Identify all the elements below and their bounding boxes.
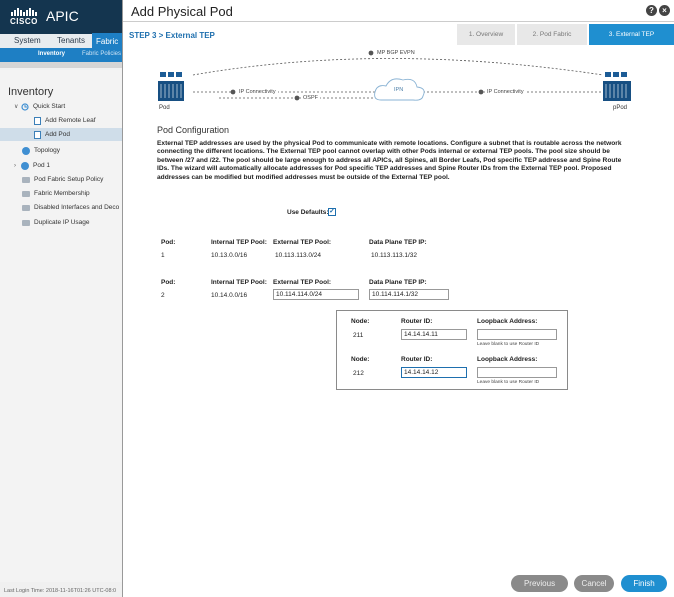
quickstart-icon bbox=[21, 103, 29, 111]
mp-bgp-evpn-label: MP BGP EVPN bbox=[377, 50, 415, 56]
sidebar-item-add-pod[interactable]: Add Pod bbox=[0, 128, 122, 141]
pod-header: Pod: bbox=[161, 279, 176, 286]
node-212-router-id-input[interactable] bbox=[401, 367, 467, 378]
node-211-router-id-input[interactable] bbox=[401, 329, 467, 340]
dataplane-tep-header: Data Plane TEP IP: bbox=[369, 279, 427, 286]
pod-1-id: 1 bbox=[161, 252, 165, 259]
use-defaults-label: Use Defaults: bbox=[287, 209, 329, 216]
sidebar-item-pod-fabric-setup-policy[interactable]: Pod Fabric Setup Policy bbox=[0, 173, 122, 186]
tab-fabric[interactable]: Fabric bbox=[92, 33, 122, 49]
pod-2-id: 2 bbox=[161, 292, 165, 299]
folder-icon bbox=[22, 177, 30, 183]
use-defaults-checkbox[interactable]: ✓ bbox=[329, 208, 335, 215]
sidebar-item-duplicate-ip-usage[interactable]: Duplicate IP Usage bbox=[0, 216, 122, 229]
sidebar-item-add-remote-leaf[interactable]: Add Remote Leaf bbox=[0, 114, 122, 127]
external-tep-header: External TEP Pool: bbox=[273, 239, 332, 246]
section-title: Pod Configuration bbox=[157, 125, 230, 135]
subnav-inventory[interactable]: Inventory bbox=[38, 51, 66, 57]
loopback-hint: Leave blank to use Router ID bbox=[477, 380, 540, 385]
wizard-step-external-tep[interactable]: 3. External TEP bbox=[589, 24, 674, 45]
pod-node-label: Pod bbox=[159, 105, 170, 111]
ipn-label: IPN bbox=[394, 87, 404, 93]
folder-icon bbox=[22, 205, 30, 211]
finish-button[interactable]: Finish bbox=[621, 575, 667, 592]
close-icon[interactable]: × bbox=[659, 5, 670, 16]
sidebar-item-disabled-interfaces[interactable]: Disabled Interfaces and Deco bbox=[0, 201, 122, 214]
cancel-button[interactable]: Cancel bbox=[574, 575, 614, 592]
ip-connectivity-right-label: IP Connectivity bbox=[487, 89, 524, 95]
pod-2-internal-pool: 10.14.0.0/16 bbox=[211, 292, 248, 299]
cisco-logo: CISCO bbox=[10, 8, 38, 26]
doc-icon bbox=[34, 117, 41, 125]
previous-button[interactable]: Previous bbox=[511, 575, 568, 592]
router-id-header: Router ID: bbox=[401, 318, 433, 325]
pod-1-dataplane-ip: 10.113.113.1/32 bbox=[371, 252, 418, 259]
subnav bbox=[0, 48, 122, 62]
pod-2-dataplane-ip-input[interactable] bbox=[369, 289, 449, 300]
node-211-id: 211 bbox=[353, 332, 364, 339]
top-bar bbox=[0, 0, 122, 34]
topology-diagram bbox=[123, 50, 674, 120]
sidebar-item-pod-1[interactable]: › Pod 1 bbox=[14, 162, 50, 169]
wizard-step-overview[interactable]: 1. Overview bbox=[457, 24, 515, 45]
header-divider bbox=[123, 21, 674, 22]
globe-icon bbox=[21, 162, 29, 170]
wizard-step-pod-fabric[interactable]: 2. Pod Fabric bbox=[517, 24, 587, 45]
loopback-header: Loopback Address: bbox=[477, 318, 538, 325]
node-header: Node: bbox=[351, 318, 370, 325]
sidebar-item-fabric-membership[interactable]: Fabric Membership bbox=[0, 187, 122, 200]
router-id-header: Router ID: bbox=[401, 356, 433, 363]
sidebar bbox=[0, 62, 122, 582]
ppod-switch-icon bbox=[603, 72, 631, 101]
dataplane-tep-header: Data Plane TEP IP: bbox=[369, 239, 427, 246]
pod-switch-icon bbox=[158, 72, 184, 101]
router-id-panel bbox=[336, 310, 568, 390]
help-icon[interactable]: ? bbox=[646, 5, 657, 16]
description-text: External TEP addresses are used by the physical Pod to communicate with remote locations. Configure a subnet that is routable across the network connecting the different locations. The External TEP pool cannot overlap with other Pods internal or external TEP pools. The pool size should be between /27 and /22. The pool should be large enough to address all APICs, all Spines, all Border Leafs, Pod specific TEP addresse and Spine Route IDs. The wizard will automatically allocate addresses for Pod specific TEP addresses and Spine Router IDs from the External TEP pool. Proposed addresses can be modified but modified addresses must be outside of the External TEP pool. bbox=[157, 140, 622, 181]
sidebar-item-topology[interactable]: Topology bbox=[0, 144, 122, 157]
loopback-header: Loopback Address: bbox=[477, 356, 538, 363]
pod-1-internal-pool: 10.13.0.0/16 bbox=[211, 252, 248, 259]
pod-2-external-pool-input[interactable] bbox=[273, 289, 359, 300]
sidebar-title: Inventory bbox=[8, 86, 54, 98]
ospf-label: OSPF bbox=[303, 95, 318, 101]
tab-tenants[interactable]: Tenants bbox=[57, 36, 86, 45]
app-title: APIC bbox=[46, 8, 79, 24]
external-tep-header: External TEP Pool: bbox=[273, 279, 332, 286]
node-211-loopback-input[interactable] bbox=[477, 329, 557, 340]
pod-header: Pod: bbox=[161, 239, 176, 246]
tab-system[interactable]: System bbox=[14, 36, 41, 45]
node-212-id: 212 bbox=[353, 370, 364, 377]
last-login-time: Last Login Time: 2018-11-16T01:26 UTC-08:0 bbox=[4, 588, 117, 594]
chevron-right-icon: › bbox=[14, 162, 16, 169]
pod-1-external-pool: 10.113.113.0/24 bbox=[275, 252, 322, 259]
ip-connectivity-left-label: IP Connectivity bbox=[239, 89, 276, 95]
wizard-steps bbox=[457, 24, 674, 45]
chevron-down-icon: ∨ bbox=[14, 104, 19, 110]
ppod-node-label: pPod bbox=[613, 105, 628, 111]
node-header: Node: bbox=[351, 356, 370, 363]
node-212-loopback-input[interactable] bbox=[477, 367, 557, 378]
internal-tep-header: Internal TEP Pool: bbox=[211, 279, 267, 286]
folder-icon bbox=[22, 191, 30, 197]
dialog-title: Add Physical Pod bbox=[131, 4, 233, 19]
folder-icon bbox=[22, 220, 30, 226]
diagram-lines bbox=[123, 50, 674, 120]
sidebar-item-quick-start[interactable]: ∨ Quick Start bbox=[14, 103, 66, 110]
internal-tep-header: Internal TEP Pool: bbox=[211, 239, 267, 246]
add-physical-pod-dialog bbox=[122, 0, 674, 597]
step-label: STEP 3 > External TEP bbox=[129, 31, 215, 40]
loopback-hint: Leave blank to use Router ID bbox=[477, 342, 540, 347]
apic-app-background bbox=[0, 0, 122, 597]
globe-icon bbox=[22, 147, 30, 155]
doc-icon bbox=[34, 131, 41, 139]
subnav-fabric-policies[interactable]: Fabric Policies bbox=[82, 51, 122, 57]
